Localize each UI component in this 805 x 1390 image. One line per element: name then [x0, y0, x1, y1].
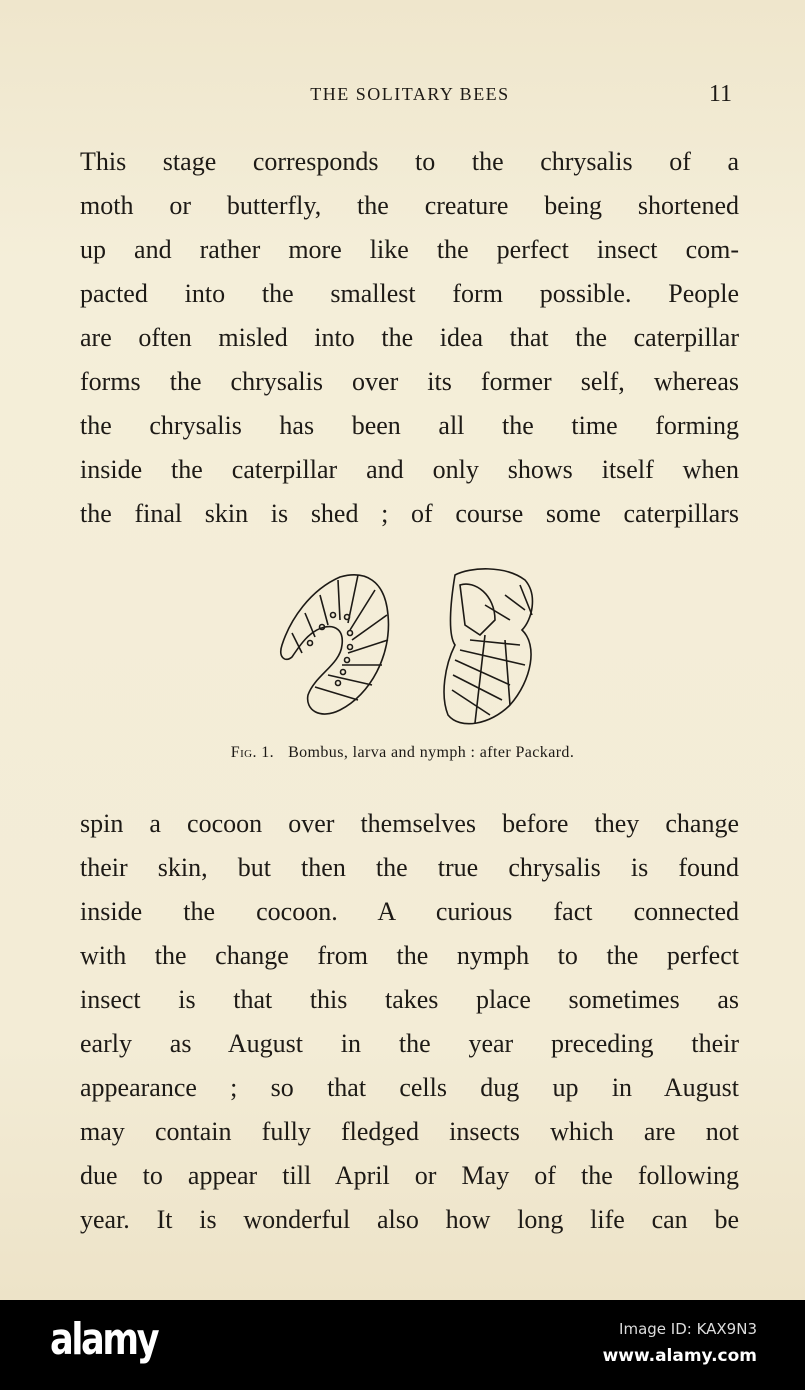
text-line: inside the cocoon. A curious fact connected	[80, 897, 739, 926]
larva-drawing	[281, 575, 389, 714]
text-line: insect is that this takes place sometimes as	[80, 985, 739, 1014]
text-line: moth or butterfly, the creature being shortened	[80, 191, 739, 220]
text-line: spin a cocoon over themselves before they change	[80, 809, 739, 838]
page-number: 11	[708, 81, 732, 107]
image-id: Image ID: KAX9N3	[619, 1320, 757, 1338]
text-line: up and rather more like the perfect insect com-	[80, 235, 739, 264]
website-link[interactable]: www.alamy.com	[602, 1346, 757, 1366]
text-line: appearance ; so that cells dug up in August	[80, 1073, 739, 1102]
paragraph-1	[80, 140, 739, 536]
figure-caption	[0, 744, 805, 762]
text-line: their skin, but then the true chrysalis is found	[80, 853, 739, 882]
text-line: pacted into the smallest form possible. People	[80, 279, 739, 308]
text-line: This stage corresponds to the chrysalis of a	[80, 147, 739, 176]
figure-label: Fig. 1.	[230, 744, 275, 761]
watermark-footer	[0, 1300, 805, 1390]
text-line: the final skin is shed ; of course some caterpillars	[80, 499, 739, 528]
bombus-larva-nymph-illustration	[270, 565, 550, 735]
text-line: year. It is wonderful also how long life can be	[80, 1205, 739, 1234]
running-title: THE SOLITARY BEES	[310, 84, 510, 104]
text-line: early as August in the year preceding their	[80, 1029, 739, 1058]
page-header	[80, 81, 740, 112]
text-line: due to appear till April or May of the following	[80, 1161, 739, 1190]
text-line: the chrysalis has been all the time forming	[80, 411, 739, 440]
nymph-drawing	[444, 569, 532, 724]
paragraph-2	[80, 802, 739, 1242]
alamy-logo: alamy	[50, 1314, 158, 1365]
text-line: inside the caterpillar and only shows itself when	[80, 455, 739, 484]
text-line: are often misled into the idea that the caterpillar	[80, 323, 739, 352]
figure-caption-text: Bombus, larva and nymph : after Packard.	[288, 744, 575, 761]
text-line: may contain fully fledged insects which are not	[80, 1117, 739, 1146]
text-line: forms the chrysalis over its former self, whereas	[80, 367, 739, 396]
text-line: with the change from the nymph to the perfect	[80, 941, 739, 970]
